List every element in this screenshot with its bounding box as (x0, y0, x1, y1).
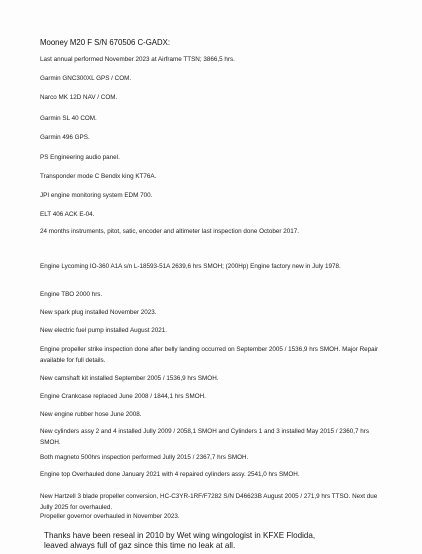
avionics-line-7: Transponder mode C Bendix king KT76A. (40, 172, 157, 180)
avionics-line-5: Garmin 496 GPS. (40, 133, 90, 141)
engine-line-5: Engine propeller strike inspection done after belly landing occurred on September 2005 / 1536,9 hrs SMOH. Major Repair available for full details. (40, 346, 379, 364)
engine-line-8: New engine rubber hose June 2008. (40, 411, 142, 419)
engine-line-6: New camshaft kit installed September 2005 / 1536,9 hrs SMOH. (40, 374, 219, 382)
engine-line-11: Engine top Overhauled done January 2021 with 4 repaired cylinders assy. 2541,0 hrs SMOH. (40, 471, 300, 479)
engine-line-3: New spark plug installed November 2023. (40, 309, 157, 317)
avionics-line-4: Garmin SL 40 COM. (40, 114, 97, 122)
handwritten-note-line-1: Thanks have been reseal in 2010 by Wet wing wingologist in KFXE Flodida, (44, 531, 316, 540)
engine-line-10: Both magneto 500hrs inspection performed Jully 2015 / 2367,7 hrs SMOH. (40, 454, 249, 462)
propeller-line-1: New Hartzell 3 blade propeller conversion, HC-C3YR-1RF/F7282 S/N D46623B August 2005 / 271,9 hrs TTSO. Next due Jully 2025 for overhauled. (40, 493, 378, 511)
engine-line-2: Engine TBO 2000 hrs. (40, 291, 103, 299)
propeller-line-2: Propeller governor overhauled in November 2023. (40, 513, 180, 521)
avionics-line-2: Garmin GNC300XL GPS / COM. (40, 75, 132, 83)
avionics-line-9: ELT 406 ACK E-04. (40, 210, 95, 218)
engine-line-4: New electric fuel pump installed August 2021. (40, 327, 168, 335)
handwritten-note-line-2: leaved always full of gaz since this time no leak at all. (44, 541, 236, 550)
avionics-line-10: 24 months instruments, pitot, satic, encoder and altimeter last inspection done October 2017. (40, 228, 300, 236)
avionics-line-3: Narco MK 12D NAV / COM. (40, 94, 118, 102)
document-title: Mooney M20 F S/N 670506 C-GADX: (40, 38, 171, 48)
engine-line-9: New cylinders assy 2 and 4 installed Jully 2009 / 2058,1 SMOH and Cylinders 1 and 3 installed May 2015 / 2360,7 hrs SMOH. (40, 428, 370, 446)
engine-line-1: Engine Lycoming IO-360 A1A s/n L-18593-51A 2639,6 hrs SMOH; (200Hp) Engine factory new in July 1978. (40, 263, 341, 271)
avionics-line-6: PS Engineering audio panel. (40, 153, 120, 161)
avionics-line-1: Last annual performed November 2023 at Airframe TTSN; 3866,5 hrs. (40, 56, 235, 64)
engine-line-7: Engine Crankcase replaced June 2008 / 1844,1 hrs SMOH. (40, 393, 206, 401)
avionics-line-8: JPI engine monitoring system EDM 700. (40, 191, 153, 199)
